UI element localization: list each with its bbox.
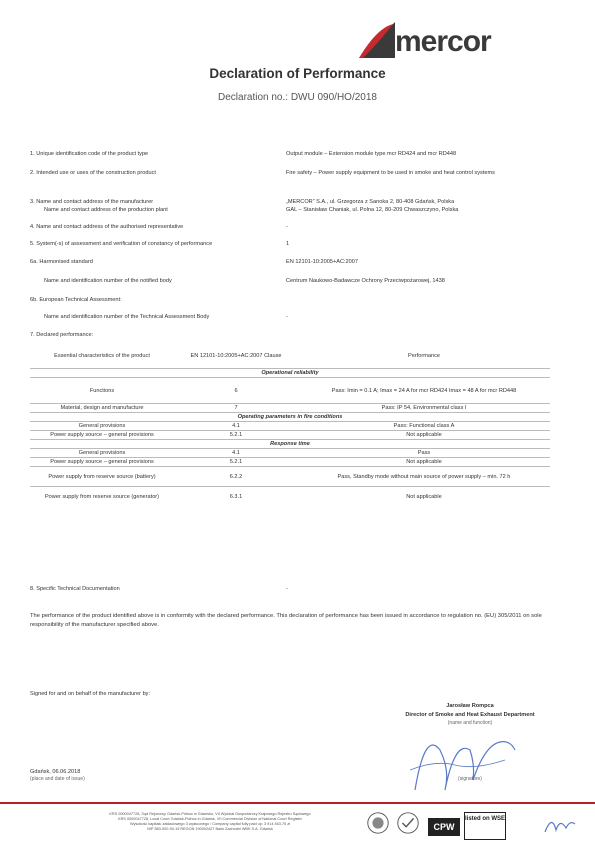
cpw-badge: CPW <box>428 818 460 836</box>
conformity-statement: The performance of the product identified above is in conformity with the declared performance. This declaration of performance has been issued in accordance to regulation no. (EU) 305/2011 on sole responsibility of the manufacturer specified above. <box>30 613 542 628</box>
field-7-label: 7. Declared performance: <box>30 332 94 338</box>
field-3-value2: GAL – Stanisław Chaniak, ul. Polna 12, 80-209 Chwaszczyno, Polska <box>286 207 459 213</box>
cell-clause: 5.2.1 <box>174 458 298 467</box>
cell-clause: 6.2.2 <box>174 467 298 487</box>
signed-for-label: Signed for and on behalf of the manufacturer by: <box>30 691 151 697</box>
cell-performance: Pass: Functional class A <box>298 422 550 431</box>
field-6b-label: 6b. European Technical Assessment: <box>30 297 122 303</box>
section-title-row <box>30 413 550 422</box>
footer-divider <box>0 802 595 804</box>
footer-line: Wysokość kapitału zakładowego 3 wpłaconego / Company capital fully paid up: 3 914 463,75 zł <box>130 822 290 826</box>
cell-performance: Not applicable <box>406 493 442 500</box>
section-title-row <box>30 369 550 378</box>
footer-legal <box>60 812 360 832</box>
field-3-label2: Name and contact address of the production plant <box>44 207 168 213</box>
field-8-label: 8. Specific Technical Documentation <box>30 586 120 592</box>
table-row <box>30 422 550 431</box>
section-title: Operating parameters in fire conditions <box>30 413 550 422</box>
cell-characteristic: General provisions <box>30 422 174 431</box>
field-3-label: 3. Name and contact address of the manufacturer <box>30 199 154 205</box>
cell-performance: Pass, Standby mode without main source of power supply – min. 72 h <box>298 467 550 487</box>
cell-performance: Not applicable <box>298 458 550 467</box>
table-header-row <box>30 344 550 369</box>
field-6a-notified-body-value: Centrum Naukowo-Badawcze Ochrony Przeciwpożarowej, 1438 <box>286 278 445 284</box>
declaration-number: Declaration no.: DWU 090/HO/2018 <box>218 92 377 103</box>
field-5-label: 5. System(-s) of assessment and verification of constancy of performance <box>30 241 213 247</box>
field-4-value: - <box>286 224 288 230</box>
cell-characteristic: Power supply source – general provisions <box>30 458 174 467</box>
cell-clause: 4.1 <box>174 449 298 458</box>
signatory-position-sub: (name and function) <box>447 720 493 726</box>
mercor-logo-mark <box>355 18 399 62</box>
table-row <box>30 458 550 467</box>
cell-characteristic: Power supply from reserve source (generator) <box>44 493 160 500</box>
field-8-value: - <box>286 586 288 592</box>
table-row <box>30 378 550 404</box>
header-performance: Performance <box>298 344 550 369</box>
cell-characteristic: Material, design and manufacture <box>30 404 174 413</box>
field-6b-tab-label: Name and identification number of the Technical Assessment Body <box>44 314 210 320</box>
wse-badge: listed on WSE <box>464 812 506 840</box>
field-2-label: 2. Intended use or uses of the construction product <box>30 170 156 176</box>
field-2-value: Fire safety – Power supply equipment to be used in smoke and heat control systems <box>286 170 495 176</box>
quality-seal-icon <box>395 810 421 836</box>
table-row <box>30 404 550 413</box>
cell-performance: Pass: IP 54, Environmental class I <box>298 404 550 413</box>
place-date: Gdańsk, 06.06.2018 <box>30 769 81 775</box>
cell-clause: 5.2.1 <box>174 431 298 440</box>
performance-table <box>30 344 550 507</box>
cell-characteristic: Power supply source – general provisions <box>30 431 174 440</box>
field-6b-tab-value: - <box>286 314 288 320</box>
cell-performance: Pass <box>298 449 550 458</box>
cell-clause: 7 <box>174 404 298 413</box>
brand-name: mercor <box>395 25 491 58</box>
header-characteristics: Essential characteristics of the product <box>30 344 174 369</box>
field-6a-value: EN 12101-10:2005+AC:2007 <box>286 259 358 265</box>
cell-characteristic: Functions <box>30 378 174 404</box>
table-row <box>30 487 550 507</box>
cell-clause: 6.3.1 <box>229 493 243 500</box>
cell-clause: 4.1 <box>174 422 298 431</box>
cell-characteristic: Power supply from reserve source (battery) <box>30 467 174 487</box>
cell-performance: Pass: Imin = 0.1 A; Imax = 24 A for mcr RD424 Imax = 48 A for mcr RD448 <box>298 378 550 404</box>
initials-mark <box>540 810 580 838</box>
section-title: Response time <box>30 440 550 449</box>
cell-performance: Not applicable <box>298 431 550 440</box>
footer-line: KRS 0000047728, Sąd Rejonowy Gdańsk-Północ w Gdańsku, VII Wydział Gospodarczy Krajowego Rejestru Sądowego <box>109 812 311 816</box>
field-1-label: 1. Unique identification code of the product type <box>30 151 149 157</box>
cell-characteristic: General provisions <box>30 449 174 458</box>
handwritten-signature <box>395 720 525 800</box>
signature-sub: (signature) <box>458 776 482 782</box>
document-title: Declaration of Performance <box>209 66 386 81</box>
place-date-sub: (place and date of issue) <box>30 776 85 782</box>
table-row <box>30 431 550 440</box>
signatory-position: Director of Smoke and Heat Exhaust Department <box>405 712 535 718</box>
certification-seal-icon <box>365 810 391 836</box>
field-1-value: Output module – Extension module type mcr RD424 and mcr RD448 <box>286 151 457 157</box>
footer-line: KRS 0000047728, Local Court Gdańsk-Północ in Gdańsk, VII Commercial Division of National Court Register <box>118 817 302 821</box>
field-5-value: 1 <box>286 241 290 247</box>
field-6a-label: 6a. Harmonised standard <box>30 259 93 265</box>
signatory-name: Jarosław Rompca <box>446 703 494 709</box>
section-title: Operational reliability <box>30 369 550 378</box>
field-3-value: „MERCOR” S.A., ul. Grzegorza z Sanoka 2, 80-408 Gdańsk, Polska <box>286 199 455 205</box>
field-4-label: 4. Name and contact address of the authorised representative <box>30 224 184 230</box>
table-row <box>30 449 550 458</box>
table-row <box>30 467 550 487</box>
header-clause: EN 12101-10:2005+AC:2007 Clause <box>174 344 298 369</box>
cell-clause: 6 <box>174 378 298 404</box>
section-title-row <box>30 440 550 449</box>
field-6a-notified-body-label: Name and identification number of the notified body <box>44 278 172 284</box>
footer-line: NIP 583-000-90-19 REGON 190002427 Bank Zachodni WBK S.A. Gdańsk <box>147 827 273 831</box>
